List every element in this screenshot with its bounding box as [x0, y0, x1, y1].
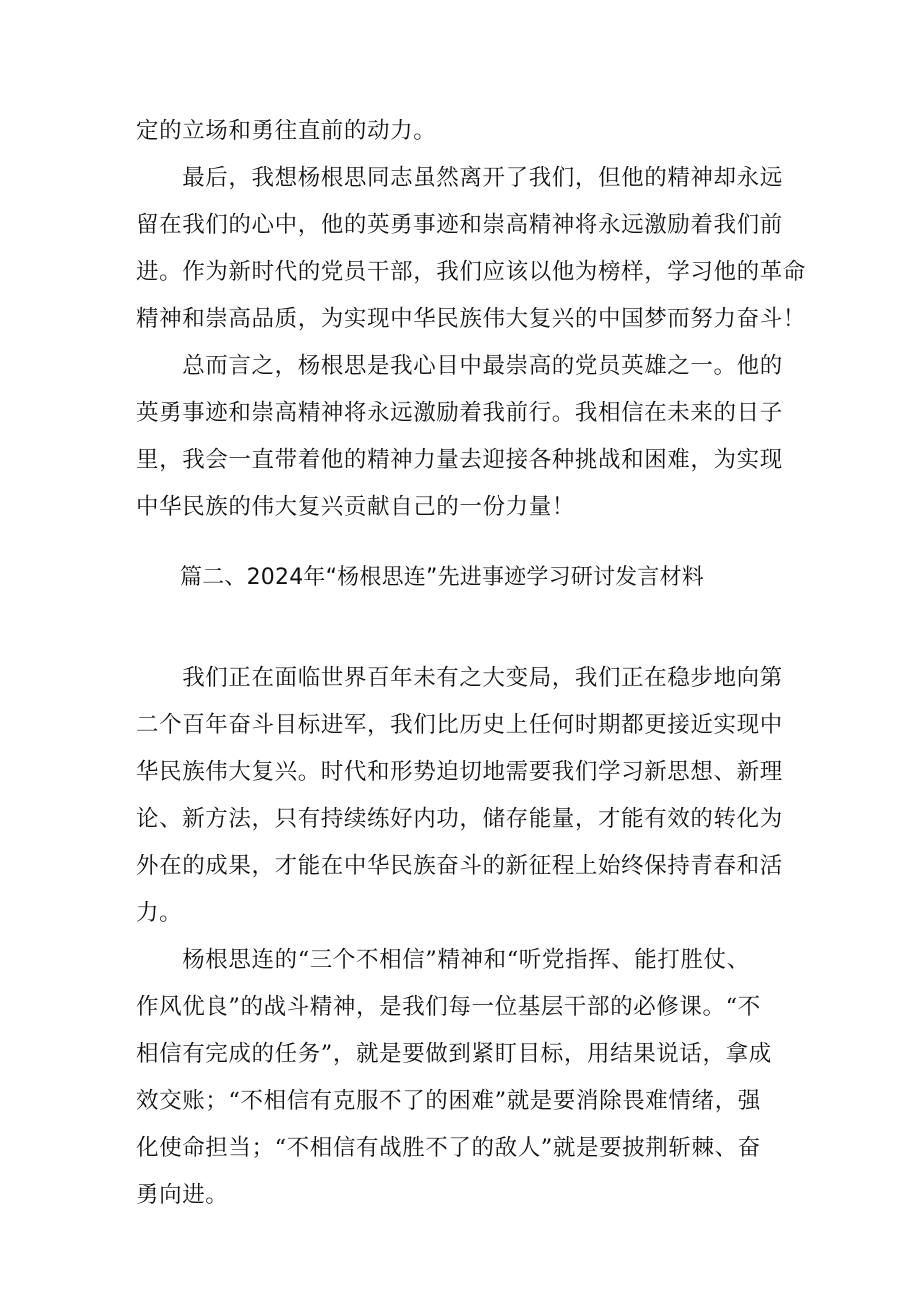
- paragraph-line: 留在我们的心中，他的英勇事迹和崇高精神将永远激励着我们前: [136, 212, 783, 238]
- section-title: 篇二、2024年“杨根思连”先进事迹学习研讨发言材料: [180, 565, 704, 590]
- paragraph-line: 力。: [136, 900, 183, 926]
- paragraph-line: 杨根思连的“三个不相信”精神和“听党指挥、能打胜仗、: [136, 947, 750, 973]
- paragraph-line: 外在的成果，才能在中华民族奋斗的新征程上始终保持青春和活: [136, 853, 783, 879]
- paragraph-line: 进。作为新时代的党员干部，我们应该以他为榜样，学习他的革命: [136, 259, 806, 285]
- paragraph-line: 精神和崇高品质，为实现中华民族伟大复兴的中国梦而努力奋斗！: [136, 306, 806, 332]
- paragraph-line: 定的立场和勇往直前的动力。: [136, 118, 437, 144]
- paragraph-line: 勇向进。: [136, 1182, 229, 1208]
- paragraph-line: 论、新方法，只有持续练好内功，储存能量，才能有效的转化为: [136, 806, 783, 832]
- paragraph-line: 最后，我想杨根思同志虽然离开了我们，但他的精神却永远: [136, 165, 783, 191]
- paragraph-line: 效交账；“不相信有克服不了的困难”就是要消除畏难情绪，强: [136, 1088, 761, 1114]
- paragraph-line: 作风优良”的战斗精神，是我们每一位基层干部的必修课。“不: [136, 994, 761, 1020]
- paragraph-line: 相信有完成的任务”，就是要做到紧盯目标，用结果说话，拿成: [136, 1041, 772, 1067]
- paragraph-line: 中华民族的伟大复兴贡献自己的一份力量！: [136, 494, 575, 520]
- paragraph-line: 英勇事迹和崇高精神将永远激励着我前行。我相信在未来的日子: [136, 400, 783, 426]
- paragraph-line: 里，我会一直带着他的精神力量去迎接各种挑战和困难，为实现: [136, 447, 783, 473]
- paragraph-line: 华民族伟大复兴。时代和形势迫切地需要我们学习新思想、新理: [136, 759, 783, 785]
- paragraph-line: 二个百年奋斗目标进军，我们比历史上任何时期都更接近实现中: [136, 712, 783, 738]
- paragraph-line: 总而言之，杨根思是我心目中最崇高的党员英雄之一。他的: [136, 353, 783, 379]
- paragraph-line: 我们正在面临世界百年未有之大变局，我们正在稳步地向第: [136, 665, 783, 691]
- paragraph-line: 化使命担当；“不相信有战胜不了的敌人”就是要披荆斩棘、奋: [136, 1135, 761, 1161]
